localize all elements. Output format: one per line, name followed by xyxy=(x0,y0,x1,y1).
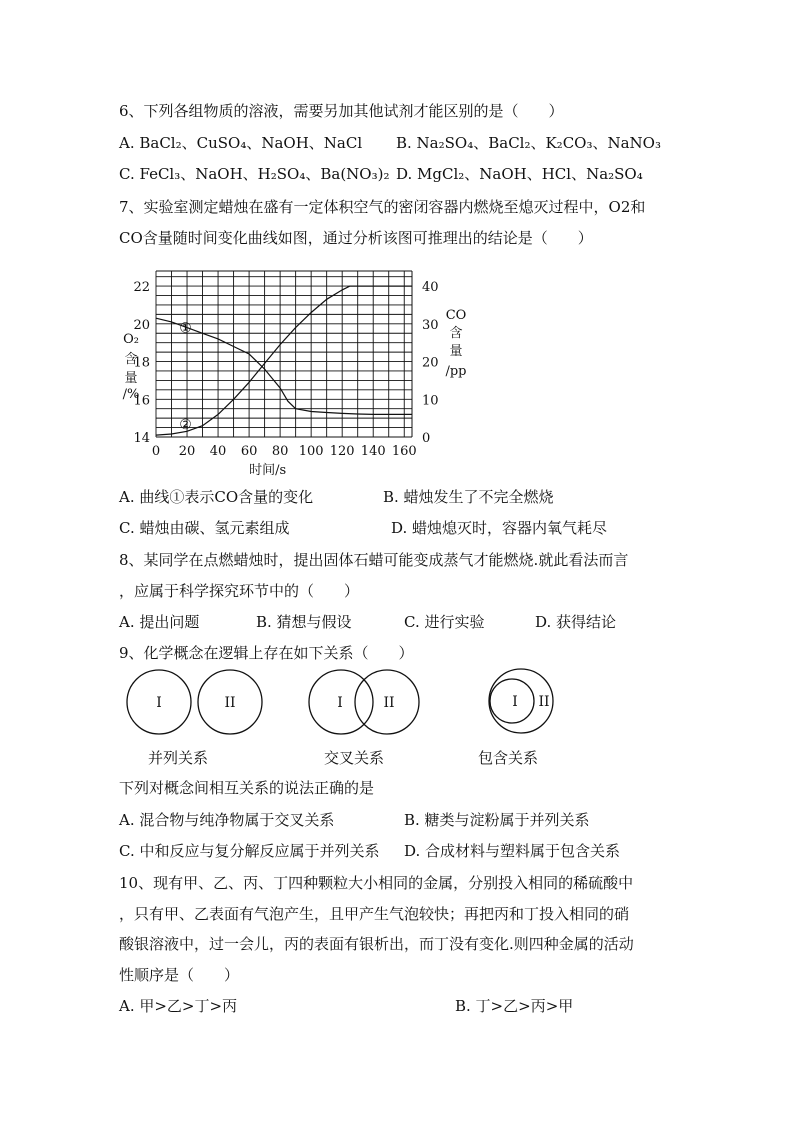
x-tick-label: 160 xyxy=(391,444,417,459)
q8-option-d: D. 获得结论 xyxy=(535,613,617,631)
x-tick-label: 100 xyxy=(298,444,324,459)
q8-stem-line2: ，应属于科学探究环节中的（ ） xyxy=(119,582,360,600)
x-tick-label: 0 xyxy=(151,444,161,459)
y-left-tick-label: 20 xyxy=(133,317,150,333)
parallel-relation-diagram xyxy=(127,670,262,734)
x-tick-label: 80 xyxy=(271,444,289,459)
y-right-tick-label: 10 xyxy=(422,393,439,409)
q6-option-d: D. MgCl₂、NaOH、HCl、Na₂SO₄ xyxy=(396,165,643,183)
caption-parallel: 并列关系 xyxy=(148,749,209,767)
y-left-label-part: 含 xyxy=(124,352,138,367)
y-left-tick-label: 14 xyxy=(133,431,150,446)
q10-line3: 酸银溶液中，过一会儿，丙的表面有银析出，而丁没有变化.则四种金属的活动 xyxy=(119,935,634,953)
q8-stem-line1: 8、某同学在点燃蜡烛时，提出固体石蜡可能变成蒸气才能燃烧.就此看法而言 xyxy=(119,551,629,569)
y-right-tick-label: 40 xyxy=(422,280,439,296)
q9-stem: 9、化学概念在逻辑上存在如下关系（ ） xyxy=(119,644,414,662)
curve-2-marker: ② xyxy=(179,416,192,433)
q8-option-a: A. 提出问题 xyxy=(119,613,200,631)
y-right-label-part: /pp xyxy=(445,364,467,379)
q7-stem-line1: 7、实验室测定蜡烛在盛有一定体积空气的密闭容器内燃烧至熄灭过程中，O2和 xyxy=(119,198,646,216)
parallel-label-i: I xyxy=(156,695,162,711)
q6-option-a: A. BaCl₂、CuSO₄、NaOH、NaCl xyxy=(119,134,363,152)
q7-option-d: D. 蜡烛熄灭时，容器内氧气耗尽 xyxy=(391,519,608,537)
q10-option-a: A. 甲>乙>丁>丙 xyxy=(119,997,238,1015)
q9-option-d: D. 合成材料与塑料属于包含关系 xyxy=(404,842,621,860)
q9-option-b: B. 糖类与淀粉属于并列关系 xyxy=(404,811,590,829)
q6-option-b: B. Na₂SO₄、BaCl₂、K₂CO₃、NaNO₃ xyxy=(396,134,661,152)
q9-lead: 下列对概念间相互关系的说法正确的是 xyxy=(119,779,375,797)
o2-co-time-chart xyxy=(110,255,490,480)
parallel-label-ii: II xyxy=(224,695,236,711)
q8-option-b: B. 猜想与假设 xyxy=(256,613,352,631)
concept-relation-diagrams xyxy=(110,668,590,748)
x-tick-label: 60 xyxy=(240,444,258,459)
q7-option-c: C. 蜡烛由碳、氢元素组成 xyxy=(119,519,290,537)
x-tick-label: 40 xyxy=(209,444,227,459)
y-left-label-part: 量 xyxy=(124,371,138,386)
y-left-label-part: O₂ xyxy=(123,332,139,347)
q9-option-c: C. 中和反应与复分解反应属于并列关系 xyxy=(119,842,380,860)
q6-stem: 6、下列各组物质的溶液，需要另加其他试剂才能区别的是（ ） xyxy=(119,102,564,120)
q7-stem-line2: CO含量随时间变化曲线如图，通过分析该图可推理出的结论是（ ） xyxy=(119,229,593,247)
inclusion-relation-diagram xyxy=(489,669,553,733)
y-left-tick-label: 16 xyxy=(133,393,150,409)
q9-option-a: A. 混合物与纯净物属于交叉关系 xyxy=(119,811,335,829)
q7-option-b: B. 蜡烛发生了不完全燃烧 xyxy=(383,488,554,506)
x-tick-label: 20 xyxy=(178,444,196,459)
y-right-tick-label: 30 xyxy=(422,317,439,333)
q10-line2: ，只有甲、乙表面有气泡产生，且甲产生气泡较快；再把丙和丁投入相同的硝 xyxy=(119,905,630,923)
q10-line4: 性顺序是（ ） xyxy=(119,966,240,984)
x-tick-label: 140 xyxy=(360,444,386,459)
y-right-label-part: 含 xyxy=(449,326,463,341)
x-axis-label: 时间/s xyxy=(249,463,287,478)
x-tick-label: 120 xyxy=(329,444,355,459)
y-right-label-part: 量 xyxy=(449,344,463,359)
q10-option-b: B. 丁>乙>丙>甲 xyxy=(455,997,574,1015)
q8-option-c: C. 进行实验 xyxy=(404,613,485,631)
inclusion-label-i: I xyxy=(512,694,518,710)
chart-grid xyxy=(156,271,412,437)
y-left-label-part: /% xyxy=(122,387,140,402)
q6-option-c: C. FeCl₃、NaOH、H₂SO₄、Ba(NO₃)₂ xyxy=(119,165,390,183)
intersect-relation-diagram xyxy=(309,670,419,734)
y-right-label-part: CO xyxy=(445,308,467,323)
y-right-tick-label: 0 xyxy=(422,431,431,446)
inclusion-label-ii: II xyxy=(538,694,550,710)
y-left-tick-label: 22 xyxy=(133,280,150,296)
y-left-tick-label: 18 xyxy=(133,355,150,371)
curve-1-marker: ① xyxy=(179,320,192,337)
caption-intersect: 交叉关系 xyxy=(324,749,385,767)
intersect-label-i: I xyxy=(337,695,343,711)
intersect-label-ii: II xyxy=(383,695,395,711)
q10-line1: 10、现有甲、乙、丙、丁四种颗粒大小相同的金属，分别投入相同的稀硫酸中 xyxy=(119,874,634,892)
y-right-tick-label: 20 xyxy=(422,355,439,371)
caption-inclusion: 包含关系 xyxy=(478,749,539,767)
q7-option-a: A. 曲线①表示CO含量的变化 xyxy=(119,488,314,506)
